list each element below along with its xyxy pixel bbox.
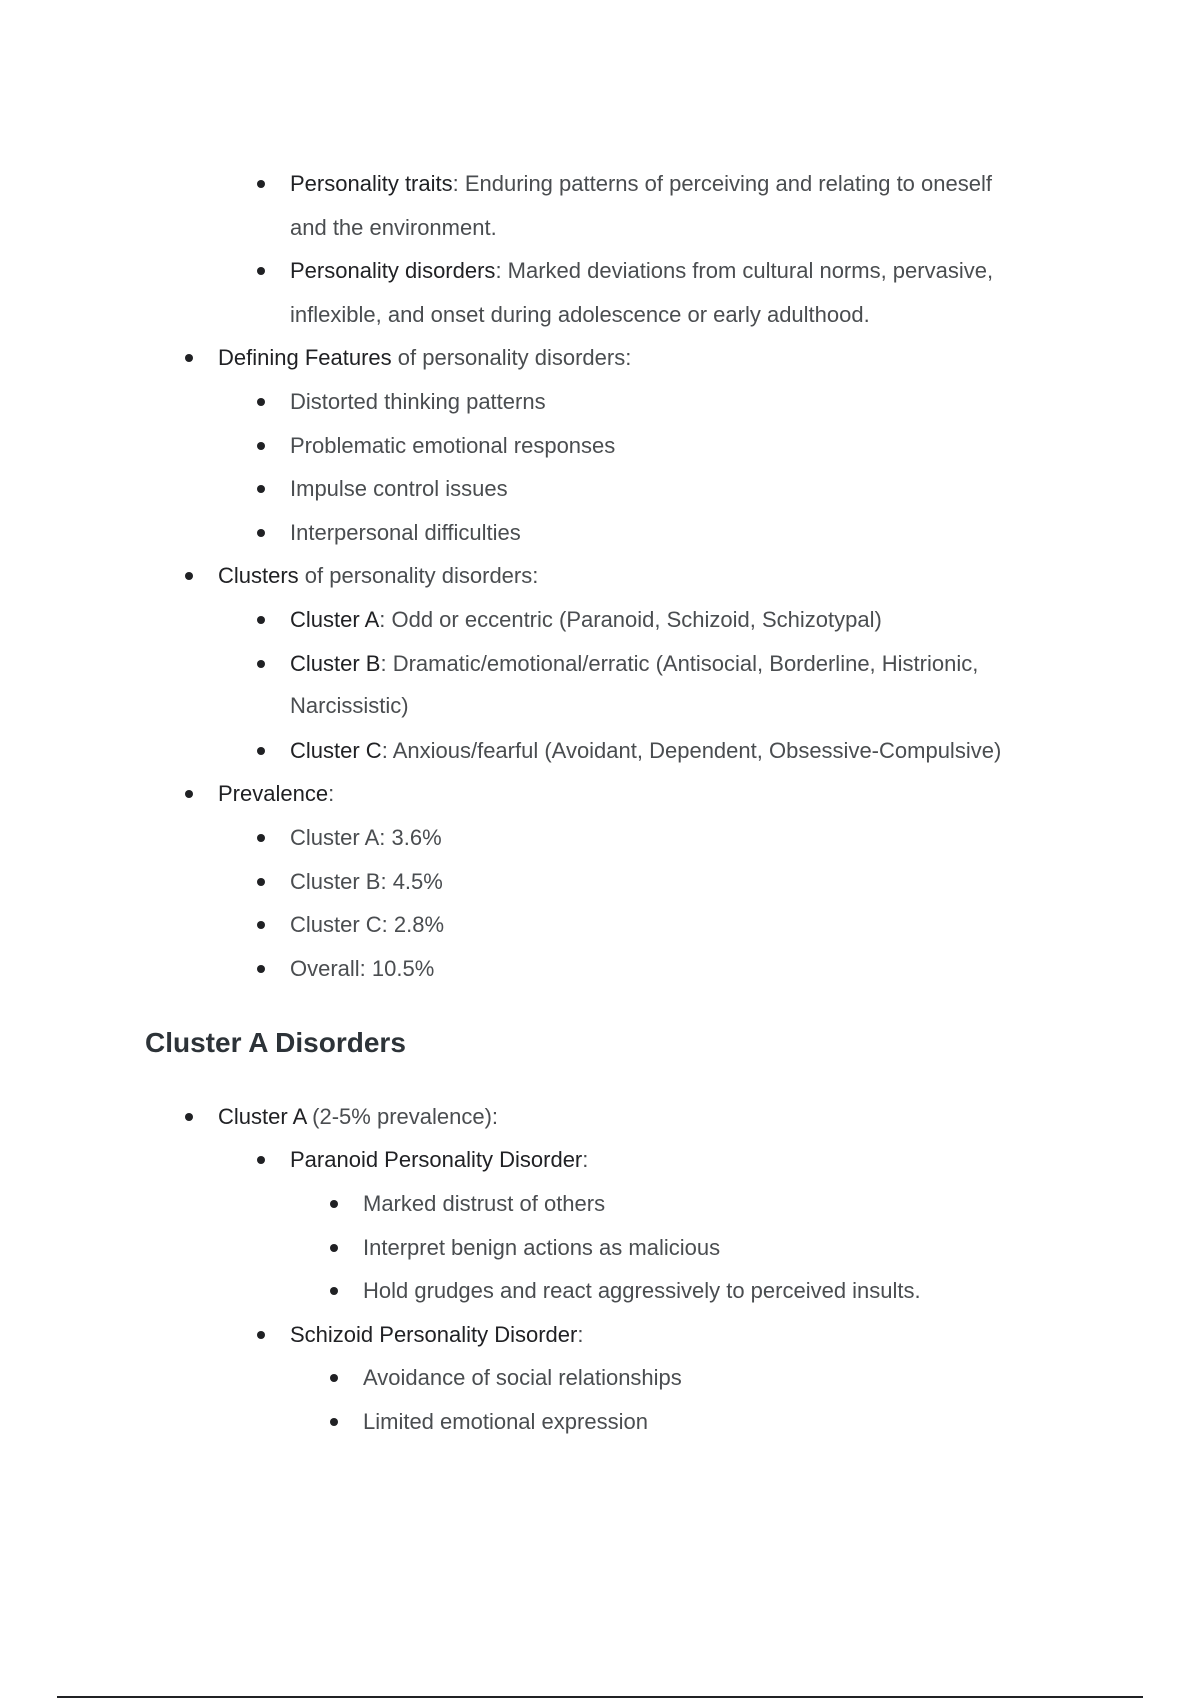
bullet-icon <box>257 398 265 406</box>
item-text: Cluster C: 2.8% <box>290 912 445 937</box>
bullet-icon <box>257 267 265 275</box>
bullet-icon <box>257 921 265 929</box>
item-text: : <box>577 1322 584 1347</box>
bullet-icon <box>257 747 265 755</box>
list-item <box>218 1104 498 1130</box>
item-text: Hold grudges and react aggressively to perceived insults. <box>363 1278 921 1303</box>
bullet-icon <box>330 1244 338 1252</box>
item-text: : Odd or eccentric (Paranoid, Schizoid, Schizotypal) <box>379 607 882 632</box>
list-item <box>290 1322 583 1348</box>
item-bold: Cluster B <box>290 651 381 676</box>
list-item <box>290 171 992 197</box>
item-text: : Enduring patterns of perceiving and relating to oneself <box>452 171 992 196</box>
bullet-icon <box>330 1374 338 1382</box>
list-item <box>363 1191 605 1217</box>
item-bold: Personality disorders <box>290 258 496 283</box>
bullet-icon <box>330 1200 338 1208</box>
list-item <box>290 433 615 459</box>
bullet-icon <box>257 965 265 973</box>
page-bottom-rule <box>57 1696 1143 1698</box>
item-bold: Defining Features <box>218 345 392 370</box>
bullet-icon <box>257 1156 265 1164</box>
list-item <box>290 825 442 851</box>
item-bold: Paranoid Personality Disorder <box>290 1147 583 1172</box>
bullet-icon <box>257 660 265 668</box>
item-text: : Dramatic/emotional/erratic (Antisocial, Borderline, Histrionic, <box>380 651 979 676</box>
list-item <box>290 956 434 982</box>
list-item <box>218 781 334 807</box>
bullet-icon <box>257 1331 265 1339</box>
item-bold: Schizoid Personality Disorder <box>290 1322 578 1347</box>
list-item <box>363 1409 648 1435</box>
item-text: Impulse control issues <box>290 476 508 501</box>
item-bold: Cluster C <box>290 738 382 763</box>
item-bold: Cluster A <box>290 607 380 632</box>
section-heading: Cluster A Disorders <box>145 1027 406 1058</box>
item-text: (2-5% prevalence): <box>306 1104 499 1129</box>
item-text: Limited emotional expression <box>363 1409 648 1434</box>
list-item <box>290 651 978 677</box>
list-item <box>363 1235 720 1261</box>
bullet-icon <box>185 572 193 580</box>
item-text: : <box>328 781 335 806</box>
item-text: Overall: 10.5% <box>290 956 435 981</box>
bullet-icon <box>185 1113 193 1121</box>
bullet-icon <box>185 354 193 362</box>
item-text: Distorted thinking patterns <box>290 389 546 414</box>
item-text: Problematic emotional responses <box>290 433 616 458</box>
list-item-continuation <box>290 215 497 241</box>
list-item <box>290 607 882 633</box>
item-text: : Marked deviations from cultural norms, pervasive, <box>495 258 994 283</box>
item-bold: Cluster A <box>218 1104 307 1129</box>
list-item <box>290 520 521 546</box>
list-item <box>290 258 993 284</box>
item-text: of personality disorders: <box>391 345 632 370</box>
bullet-icon <box>257 878 265 886</box>
list-item-continuation <box>290 693 409 719</box>
item-text: Interpersonal difficulties <box>290 520 521 545</box>
list-item <box>290 1147 588 1173</box>
bullet-icon <box>330 1287 338 1295</box>
item-text: Cluster B: 4.5% <box>290 869 443 894</box>
bullet-icon <box>330 1418 338 1426</box>
bullet-icon <box>257 834 265 842</box>
item-text: Interpret benign actions as malicious <box>363 1235 721 1260</box>
list-item <box>290 912 444 938</box>
list-item <box>218 345 631 371</box>
list-item <box>363 1365 682 1391</box>
bullet-icon <box>185 790 193 798</box>
list-item <box>290 869 443 895</box>
list-item <box>290 389 546 415</box>
list-item <box>363 1278 921 1304</box>
item-text: and the environment. <box>290 215 497 240</box>
item-text: Avoidance of social relationships <box>363 1365 682 1390</box>
bullet-icon <box>257 485 265 493</box>
list-item <box>290 476 508 502</box>
list-item-continuation <box>290 302 870 328</box>
list-item <box>218 563 538 589</box>
item-text: : <box>582 1147 589 1172</box>
item-text: inflexible, and onset during adolescence or early adulthood. <box>290 302 870 327</box>
item-bold: Prevalence <box>218 781 329 806</box>
item-text: of personality disorders: <box>298 563 539 588</box>
item-text: Cluster A: 3.6% <box>290 825 442 850</box>
item-text: Narcissistic) <box>290 693 409 718</box>
item-text: : Anxious/fearful (Avoidant, Dependent, Obsessive-Compulsive) <box>381 738 1002 763</box>
item-text: Marked distrust of others <box>363 1191 606 1216</box>
bullet-icon <box>257 180 265 188</box>
bullet-icon <box>257 616 265 624</box>
bullet-icon <box>257 442 265 450</box>
list-item <box>290 738 1001 764</box>
bullet-icon <box>257 529 265 537</box>
item-bold: Personality traits <box>290 171 453 196</box>
item-bold: Clusters <box>218 563 299 588</box>
